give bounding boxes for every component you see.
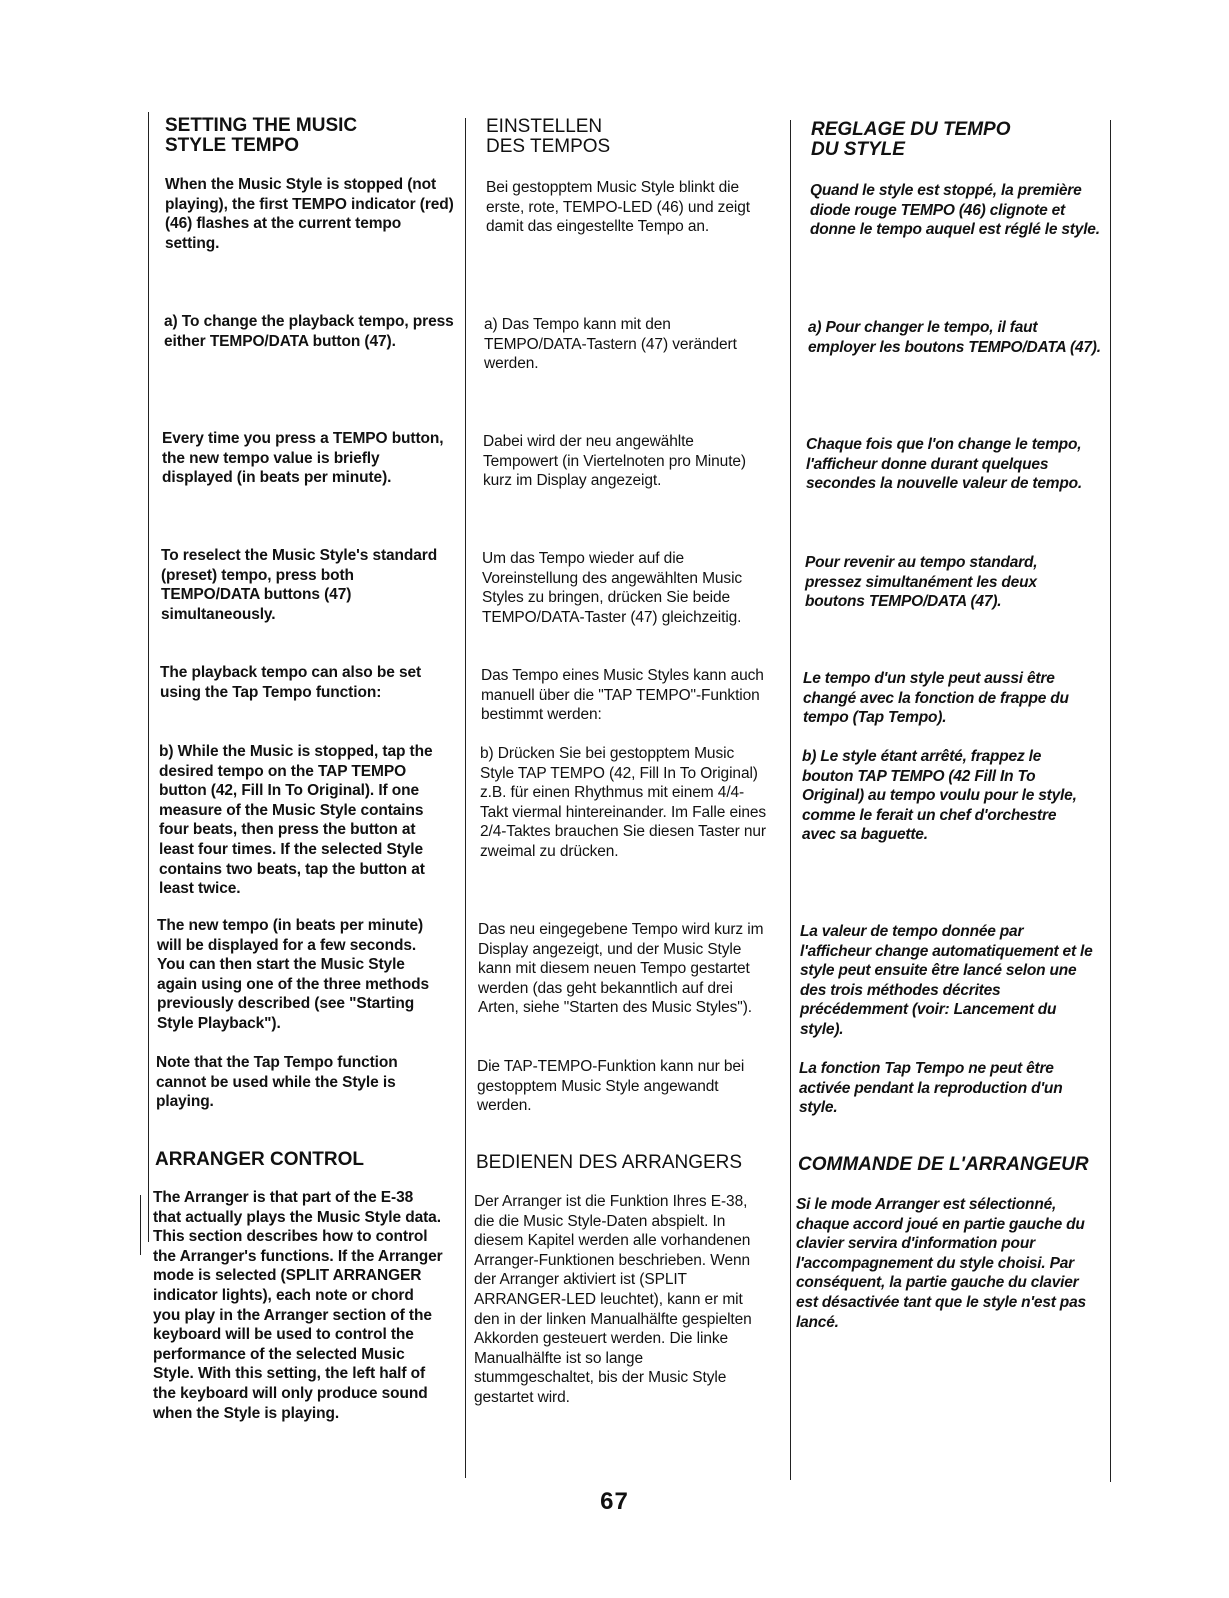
- english-paragraph-6: b) While the Music is stopped, tap the desired tempo on the TAP TEMPO button (42, Fill In To Original). If one measure of the Music Style contains four beats, then press the button at least four times. If the selected Style contains two beats, tap the button at least twice.: [159, 743, 433, 898]
- column-rule-middle-2: [790, 120, 791, 1480]
- french-paragraph-9: Si le mode Arranger est sélectionné, chaque accord joué en partie gauche du clavier servira d'information pour l'accompagnement du style choisi. Par conséquent, la partie gauche du clavier est désactivée tant que le style n'est pas lancé.: [796, 1196, 1086, 1331]
- german-paragraph-5: Das Tempo eines Music Styles kann auch manuell über die "TAP TEMPO"-Funktion bestimmt werden:: [481, 667, 764, 724]
- english-paragraph-3: Every time you press a TEMPO button, the new tempo value is briefly displayed (in beats per minute).: [162, 430, 444, 487]
- english-paragraph-8: Note that the Tap Tempo function cannot be used while the Style is playing.: [156, 1054, 398, 1111]
- french-heading-commande-arrangeur: COMMANDE DE L'ARRANGEUR: [798, 1154, 1089, 1175]
- column-rule-middle-1: [465, 118, 466, 1478]
- english-heading-arranger-control: ARRANGER CONTROL: [155, 1149, 364, 1170]
- english-paragraph-1: When the Music Style is stopped (not playing), the first TEMPO indicator (red) (46) flashes at the current tempo setting.: [165, 176, 454, 252]
- french-paragraph-3: Chaque fois que l'on change le tempo, l'afficheur donne durant quelques secondes la nouvelle valeur de tempo.: [806, 436, 1083, 493]
- german-paragraph-9: Der Arranger ist die Funktion Ihres E-38, die die Music Style-Daten abspielt. In diesem Kapitel werden alle vorhandenen Arranger-Funktionen beschrieben. Wenn der Arranger aktiviert ist (SPLIT ARRANGER-LED leuchtet), kann er mit den in der linken Manualhälfte gespielten Akkorden gesteuert werden. Die linke Manualhälfte ist so lange stummgeschaltet, bis der Music Style gestartet wird.: [474, 1193, 752, 1406]
- english-paragraph-4: To reselect the Music Style's standard (preset) tempo, press both TEMPO/DATA buttons (47) simultaneously.: [161, 547, 438, 623]
- column-rule-right: [1110, 120, 1111, 1482]
- french-paragraph-1: Quand le style est stoppé, la première diode rouge TEMPO (46) clignote et donne le tempo auquel est réglé le style.: [810, 182, 1100, 239]
- german-paragraph-6: b) Drücken Sie bei gestopptem Music Style TAP TEMPO (42, Fill In To Original) z.B. für einen Rhythmus mit einem 4/4-Takt viermal hintereinander. Im Falle eines 2/4-Taktes brauchen Sie diesen Taster nur zweimal zu drücken.: [480, 745, 767, 860]
- english-paragraph-2: a) To change the playback tempo, press either TEMPO/DATA button (47).: [164, 313, 454, 350]
- french-paragraph-7: La valeur de tempo donnée par l'afficheur change automatiquement et le style peut ensuite être lancé selon une des trois méthodes décrites précédemment (voir: Lancement du style).: [800, 923, 1093, 1038]
- german-heading-bedienen-arrangers: BEDIENEN DES ARRANGERS: [476, 1152, 743, 1173]
- english-heading-setting-tempo: SETTING THE MUSIC STYLE TEMPO: [165, 115, 358, 156]
- french-heading-reglage-tempo: REGLAGE DU TEMPO DU STYLE: [811, 119, 1011, 160]
- german-paragraph-8: Die TAP-TEMPO-Funktion kann nur bei gestopptem Music Style angewandt werden.: [477, 1058, 745, 1115]
- german-paragraph-7: Das neu eingegebene Tempo wird kurz im Display angezeigt, und der Music Style kann mit diesem neuen Tempo gestartet werden (das geht bekanntlich auf drei Arten, siehe "Starten des Music Styles").: [478, 921, 764, 1017]
- french-paragraph-4: Pour revenir au tempo standard, pressez simultanément les deux boutons TEMPO/DATA (47).: [805, 554, 1038, 611]
- french-paragraph-8: La fonction Tap Tempo ne peut être activée pendant la reproduction d'un style.: [799, 1060, 1063, 1117]
- german-paragraph-4: Um das Tempo wieder auf die Voreinstellung des angewählten Music Styles zu bringen, drücken Sie beide TEMPO/DATA-Taster (47) gleichzeitig.: [482, 550, 743, 626]
- french-paragraph-2: a) Pour changer le tempo, il faut employer les boutons TEMPO/DATA (47).: [808, 319, 1101, 356]
- german-paragraph-2: a) Das Tempo kann mit den TEMPO/DATA-Tastern (47) verändert werden.: [484, 316, 737, 373]
- english-paragraph-9: The Arranger is that part of the E-38 that actually plays the Music Style data. This section describes how to control the Arranger's functions. If the Arranger mode is selected (SPLIT ARRANGER indicator lights), each note or chord you play in the Arranger section of the keyboard will be used to control the performance of the selected Music Style. With this setting, the left half of the keyboard will only produce sound when the Style is playing.: [153, 1189, 443, 1422]
- german-paragraph-3: Dabei wird der neu angewählte Tempowert (in Viertelnoten pro Minute) kurz im Display angezeigt.: [483, 433, 746, 490]
- french-paragraph-6: b) Le style étant arrêté, frappez le bouton TAP TEMPO (42 Fill In To Original) au tempo voulu pour le style, comme le ferait un chef d'orchestre avec sa baguette.: [802, 748, 1077, 844]
- french-paragraph-5: Le tempo d'un style peut aussi être changé avec la fonction de frappe du tempo (Tap Tempo).: [803, 670, 1069, 727]
- column-rule-left-lower: [140, 1195, 141, 1255]
- english-paragraph-5: The playback tempo can also be set using the Tap Tempo function:: [160, 664, 422, 701]
- german-paragraph-1: Bei gestopptem Music Style blinkt die erste, rote, TEMPO-LED (46) und zeigt damit das eingestellte Tempo an.: [486, 179, 750, 236]
- english-paragraph-7: The new tempo (in beats per minute) will be displayed for a few seconds. You can then start the Music Style again using one of the three methods previously described (see "Starting Style Playback").: [157, 917, 429, 1032]
- column-rule-left: [148, 112, 149, 1242]
- page-number: 67: [600, 1488, 629, 1515]
- german-heading-einstellen-tempos: EINSTELLEN DES TEMPOS: [486, 116, 611, 157]
